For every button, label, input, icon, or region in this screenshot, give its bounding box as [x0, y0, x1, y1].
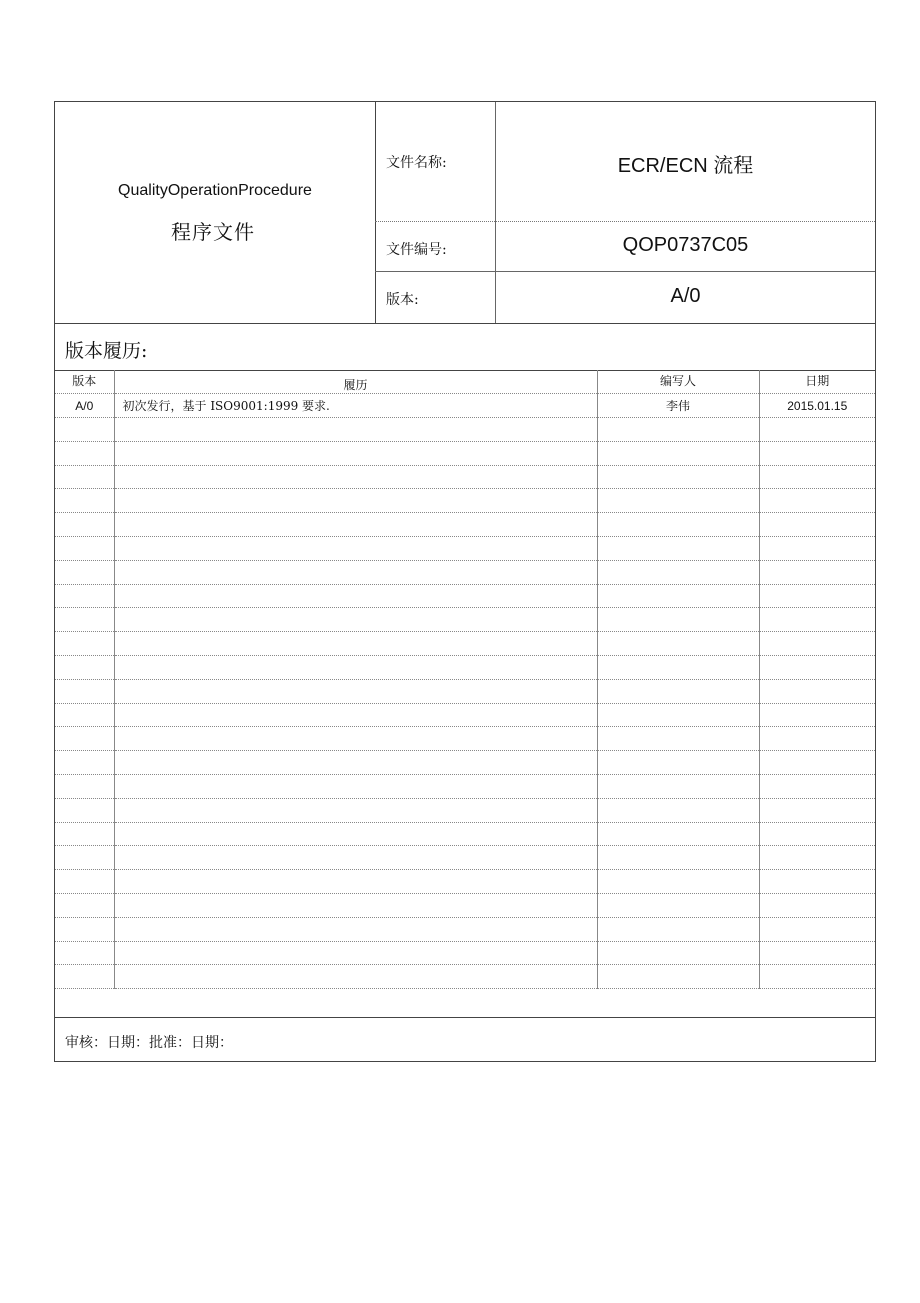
table-cell: [114, 537, 597, 561]
table-cell: [114, 656, 597, 680]
table-cell: [114, 775, 597, 799]
document-number-label: 文件编号:: [386, 242, 447, 258]
table-cell: [597, 917, 759, 941]
table-cell: [759, 846, 875, 870]
table-cell: [114, 965, 597, 989]
table-row: [55, 489, 875, 513]
table-cell: [114, 513, 597, 537]
table-cell: [759, 727, 875, 751]
table-cell: [597, 632, 759, 656]
table-cell: [597, 846, 759, 870]
table-row: [55, 394, 875, 418]
table-cell: [114, 465, 597, 489]
table-cell: [597, 608, 759, 632]
table-row: [55, 608, 875, 632]
table-cell: [114, 798, 597, 822]
table-cell: [55, 941, 114, 965]
column-header-version: 版本: [55, 370, 114, 394]
table-cell: [114, 418, 597, 442]
table-cell: [759, 751, 875, 775]
table-cell: [114, 917, 597, 941]
table-cell: [114, 560, 597, 584]
table-cell: [55, 656, 114, 680]
table-cell: [759, 537, 875, 561]
table-row: [55, 584, 875, 608]
table-cell: [55, 727, 114, 751]
table-cell: [597, 870, 759, 894]
table-row: [55, 418, 875, 442]
table-row: [55, 632, 875, 656]
table-cell: [597, 941, 759, 965]
document-number-value: QOP0737C05: [622, 234, 749, 256]
table-row: [55, 465, 875, 489]
table-cell: [55, 822, 114, 846]
table-cell: [55, 798, 114, 822]
row-author: 李伟: [597, 394, 759, 418]
table-cell: [759, 489, 875, 513]
table-cell: [759, 798, 875, 822]
table-cell: [597, 679, 759, 703]
table-cell: [114, 608, 597, 632]
table-cell: [759, 584, 875, 608]
table-row: [55, 679, 875, 703]
table-cell: [597, 560, 759, 584]
table-cell: [114, 822, 597, 846]
table-row: [55, 870, 875, 894]
table-cell: [597, 441, 759, 465]
table-cell: [759, 465, 875, 489]
table-cell: [597, 894, 759, 918]
table-cell: [55, 560, 114, 584]
table-cell: [114, 727, 597, 751]
column-header-date: 日期: [759, 370, 875, 394]
table-cell: [55, 917, 114, 941]
table-cell: [55, 679, 114, 703]
table-cell: [759, 894, 875, 918]
table-cell: [114, 894, 597, 918]
table-row: [55, 917, 875, 941]
table-header-row: [55, 370, 875, 394]
table-cell: [759, 632, 875, 656]
procedure-document: [54, 101, 876, 1062]
column-header-author: 编写人: [597, 370, 759, 394]
table-cell: [759, 441, 875, 465]
approval-footer: [55, 1017, 875, 1062]
document-name-value: ECR/ECN 流程: [617, 155, 754, 177]
version-label: 版本:: [386, 292, 419, 308]
table-cell: [55, 703, 114, 727]
table-row: [55, 656, 875, 680]
table-cell: [759, 917, 875, 941]
table-cell: [759, 418, 875, 442]
row-date: 2015.01.15: [759, 394, 875, 418]
table-cell: [114, 489, 597, 513]
field-label-column: [375, 102, 496, 323]
table-cell: [597, 418, 759, 442]
table-row: [55, 846, 875, 870]
table-row: [55, 441, 875, 465]
table-cell: [759, 775, 875, 799]
table-cell: [55, 846, 114, 870]
table-cell: [55, 584, 114, 608]
table-cell: [597, 798, 759, 822]
title-cell: [55, 102, 376, 323]
table-cell: [759, 679, 875, 703]
revision-history-heading: [55, 323, 875, 371]
table-cell: [597, 727, 759, 751]
table-cell: [759, 703, 875, 727]
table-cell: [55, 489, 114, 513]
table-row: [55, 775, 875, 799]
table-cell: [759, 656, 875, 680]
table-cell: [759, 941, 875, 965]
document-header: [55, 102, 875, 324]
row-description: 初次发行，基于 ISO9001:1999 要求.: [114, 394, 597, 418]
table-cell: [55, 441, 114, 465]
approval-text: 审核：日期：批准：日期：: [65, 1035, 233, 1051]
table-cell: [597, 537, 759, 561]
table-cell: [597, 751, 759, 775]
table-cell: [597, 513, 759, 537]
table-cell: [114, 441, 597, 465]
table-row: [55, 703, 875, 727]
table-cell: [55, 870, 114, 894]
table-cell: [55, 513, 114, 537]
table-cell: [597, 584, 759, 608]
table-row: [55, 941, 875, 965]
table-row: [55, 751, 875, 775]
table-cell: [114, 584, 597, 608]
table-cell: [597, 489, 759, 513]
table-cell: [55, 751, 114, 775]
revision-history-table: [55, 370, 875, 989]
title-chinese: 程序文件: [171, 220, 255, 244]
table-cell: [759, 870, 875, 894]
table-cell: [114, 632, 597, 656]
table-cell: [114, 941, 597, 965]
table-cell: [597, 775, 759, 799]
column-header-history: 履历: [114, 370, 597, 394]
field-value-column: [496, 102, 875, 323]
table-row: [55, 727, 875, 751]
table-cell: [597, 822, 759, 846]
table-cell: [114, 846, 597, 870]
table-row: [55, 965, 875, 989]
table-cell: [55, 775, 114, 799]
table-row: [55, 798, 875, 822]
table-cell: [114, 870, 597, 894]
table-cell: [55, 965, 114, 989]
revision-history-title: 版本履历:: [65, 340, 148, 362]
table-cell: [114, 679, 597, 703]
table-row: [55, 537, 875, 561]
table-row: [55, 513, 875, 537]
table-row: [55, 560, 875, 584]
table-cell: [55, 608, 114, 632]
table-cell: [759, 560, 875, 584]
table-cell: [55, 632, 114, 656]
table-row: [55, 822, 875, 846]
table-cell: [55, 894, 114, 918]
table-row: [55, 894, 875, 918]
table-cell: [55, 465, 114, 489]
table-cell: [597, 656, 759, 680]
table-cell: [55, 418, 114, 442]
table-cell: [114, 751, 597, 775]
table-cell: [597, 703, 759, 727]
table-cell: [759, 513, 875, 537]
table-cell: [55, 537, 114, 561]
row-version: A/0: [55, 394, 114, 418]
table-cell: [759, 965, 875, 989]
table-cell: [597, 465, 759, 489]
title-english: QualityOperationProcedure: [118, 182, 312, 199]
table-cell: [114, 703, 597, 727]
table-cell: [597, 965, 759, 989]
document-name-label: 文件名称:: [386, 155, 447, 171]
table-cell: [759, 608, 875, 632]
version-value: A/0: [670, 285, 701, 307]
table-cell: [759, 822, 875, 846]
